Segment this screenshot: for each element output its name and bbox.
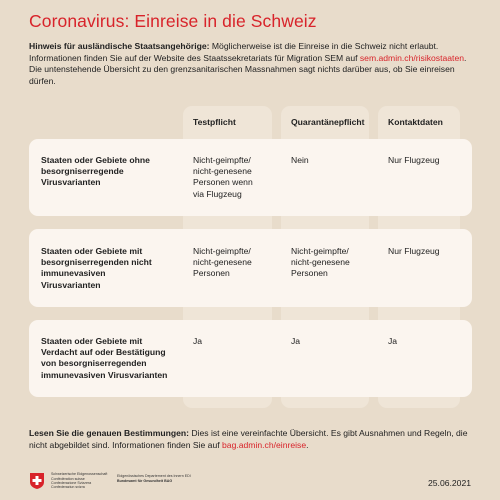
row-label: Staaten oder Gebiete mit besorgniserregenden nicht immunevasiven Virusvarianten bbox=[41, 246, 152, 290]
intro-text-2: . Die untenstehende Übersicht zu den grenzsanitarischen Massnahmen sagt nichts darüber aus, ob Sie einreisen dürfen. bbox=[29, 52, 467, 86]
bag-link[interactable]: bag.admin.ch/einreise bbox=[222, 439, 307, 450]
header-quarantaenepflicht: Quarantänepflicht bbox=[291, 117, 365, 127]
header-kontaktdaten: Kontaktdaten bbox=[388, 117, 443, 127]
intro-paragraph bbox=[29, 41, 469, 87]
table-cell: Ja bbox=[193, 336, 203, 346]
intro-text-1: Möglicherweise ist die Einreise in die Schweiz nicht erlaubt. Informationen finden Sie auf der Website des Staatssekretariats für Migration SEM auf bbox=[29, 41, 439, 63]
table-cell: Nur Flugzeug bbox=[388, 155, 440, 165]
footer-note bbox=[29, 428, 474, 451]
table-cell: Nein bbox=[291, 155, 309, 165]
footer-bold: Lesen Sie die genauen Bestimmungen: bbox=[29, 428, 189, 438]
table-cell: Ja bbox=[291, 336, 301, 346]
header-testpflicht: Testpflicht bbox=[193, 117, 236, 127]
row-label: Staaten oder Gebiete ohne besorgniserregende Virusvarianten bbox=[41, 155, 150, 188]
page-title: Coronavirus: Einreise in die Schweiz bbox=[29, 11, 317, 31]
sem-link[interactable]: sem.admin.ch/risikostaaten bbox=[359, 52, 464, 63]
footer-text-2: . bbox=[306, 439, 309, 450]
confederation-text: Schweizerische Eidgenossenschaft Confédération suisse Confederazione Svizzera Confederaziun svizra bbox=[51, 472, 108, 490]
swiss-coat-of-arms-icon bbox=[29, 472, 45, 490]
table-cell: Nicht-geimpfte/ nicht-genesene Personen bbox=[291, 246, 350, 279]
footer-text-1: Dies ist eine vereinfachte Übersicht. Es gibt Ausnahmen und Regeln, die nicht abgebildet sind. Informationen finden Sie auf bbox=[29, 428, 468, 450]
table-cell: Nicht-geimpfte/ nicht-genesene Personen wenn via Flugzeug bbox=[193, 155, 253, 199]
table-cell: Nur Flugzeug bbox=[388, 246, 440, 256]
row-label: Staaten oder Gebiete mit Verdacht auf oder Bestätigung von besorgniserregenden immunevasiven Virusvarianten bbox=[41, 336, 168, 380]
table-cell: Nicht-geimpfte/ nicht-genesene Personen bbox=[193, 246, 252, 279]
publication-date: 25.06.2021 bbox=[428, 478, 472, 488]
intro-bold: Hinweis für ausländische Staatsangehörige: bbox=[29, 41, 210, 51]
table-cell: Ja bbox=[388, 336, 398, 346]
department-text: Eidgenössisches Departement des Innern EDI Bundesamt für Gesundheit BAG bbox=[117, 474, 191, 483]
confederation-logo bbox=[29, 470, 121, 492]
